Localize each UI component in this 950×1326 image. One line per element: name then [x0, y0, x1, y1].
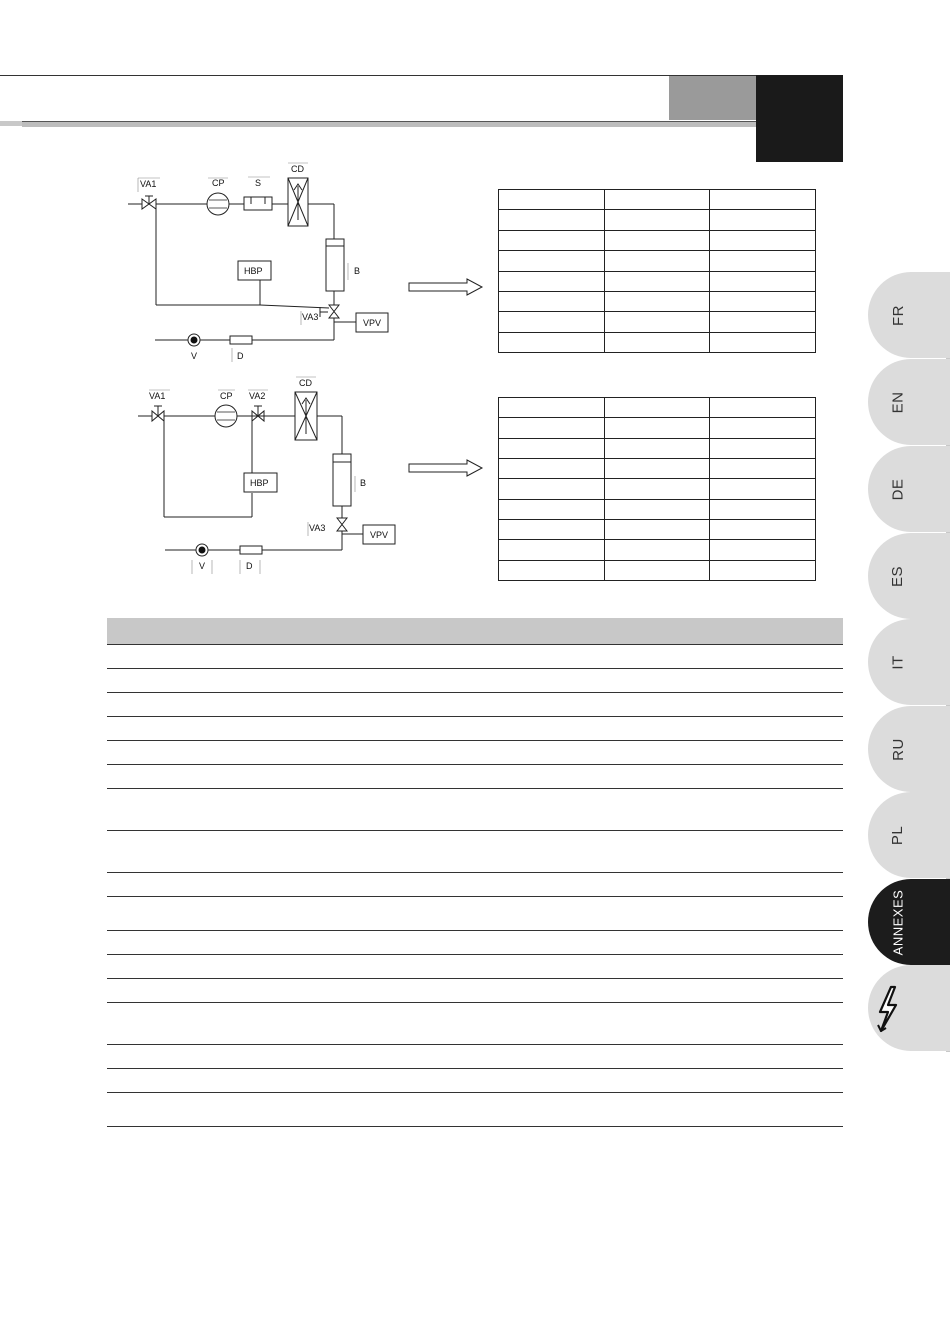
- table-row: [107, 789, 843, 831]
- label-va1: VA1: [149, 391, 166, 401]
- tab-fr-label: FR: [889, 304, 907, 326]
- electrical-hazard-icon: [872, 985, 904, 1035]
- tab-de[interactable]: [868, 446, 950, 532]
- label-va3: VA3: [302, 312, 319, 322]
- label-v: V: [199, 561, 206, 571]
- tab-es[interactable]: [868, 533, 950, 619]
- table-row: [107, 693, 843, 717]
- tab-en[interactable]: [868, 359, 950, 445]
- table-row: [107, 1003, 843, 1045]
- label-va1: VA1: [140, 179, 157, 189]
- label-cd: CD: [299, 378, 312, 388]
- table-row: [107, 1093, 843, 1127]
- tab-ru-label: RU: [889, 737, 907, 761]
- table-row: [107, 765, 843, 789]
- tab-annexes-label: ANNEXES: [890, 889, 906, 955]
- tab-de-label: DE: [889, 478, 907, 500]
- tab-pl[interactable]: [868, 792, 950, 878]
- tab-it-label: IT: [889, 654, 907, 670]
- table-row: [107, 931, 843, 955]
- label-b: B: [360, 478, 367, 488]
- table-row: [107, 645, 843, 669]
- table-1: [498, 189, 816, 353]
- header-bar: [22, 121, 756, 127]
- diagram-2: [130, 372, 420, 582]
- table-row: [107, 831, 843, 873]
- label-d: D: [246, 561, 253, 571]
- table-row: [107, 873, 843, 897]
- label-cd: CD: [291, 164, 304, 174]
- table-row: [107, 979, 843, 1003]
- table-row: [107, 1069, 843, 1093]
- tab-electrical[interactable]: [868, 965, 950, 1051]
- diagram-1: [120, 160, 420, 365]
- label-va2: VA2: [249, 391, 266, 401]
- label-v: V: [191, 351, 198, 361]
- table-row: [107, 717, 843, 741]
- label-s: S: [255, 178, 262, 188]
- label-vpv: VPV: [370, 530, 389, 540]
- header-rule: [0, 75, 756, 76]
- table-row: [107, 1045, 843, 1069]
- arrow-right-1: [405, 278, 487, 296]
- label-cp: CP: [212, 178, 225, 188]
- label-va3: VA3: [309, 523, 326, 533]
- table-row: [107, 669, 843, 693]
- main-table: [107, 618, 843, 1127]
- tab-ru[interactable]: [868, 706, 950, 792]
- label-cp: CP: [220, 391, 233, 401]
- label-vpv: VPV: [363, 318, 382, 328]
- header-bar-left: [0, 121, 22, 126]
- label-hbp: HBP: [250, 478, 269, 488]
- table-row: [107, 955, 843, 979]
- table-row: [107, 741, 843, 765]
- header-grey-block: [669, 76, 756, 120]
- label-b: B: [354, 266, 361, 276]
- label-hbp: HBP: [244, 266, 263, 276]
- table-row: [107, 897, 843, 931]
- main-table-header: [107, 618, 843, 645]
- tab-es-label: ES: [889, 565, 907, 587]
- tab-fr[interactable]: [868, 272, 950, 358]
- tab-it[interactable]: [868, 619, 950, 705]
- table-2: [498, 397, 816, 581]
- label-d: D: [237, 351, 244, 361]
- tab-en-label: EN: [889, 391, 907, 413]
- header-black-block: [756, 75, 843, 162]
- tab-annexes[interactable]: [868, 879, 950, 965]
- tab-pl-label: PL: [889, 825, 907, 845]
- arrow-right-2: [405, 459, 487, 477]
